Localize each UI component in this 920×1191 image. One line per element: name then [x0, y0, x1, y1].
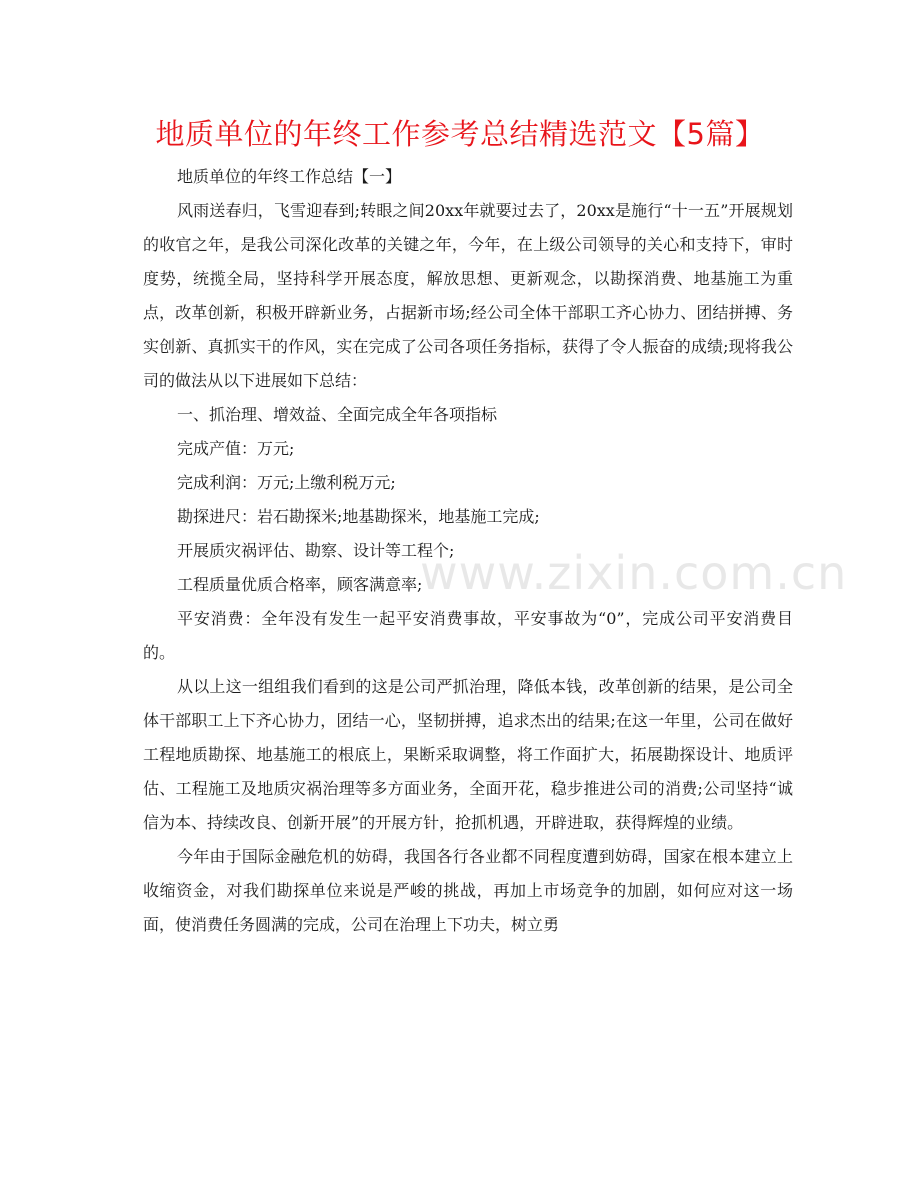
paragraph: 风雨送春归，飞雪迎春到;转眼之间20xx年就要过去了，20xx是施行“十一五”开展规划的收官之年，是我公司深化改革的关键之年，今年，在上级公司领导的关心和支持下，审时度势，统揽全局，坚持科学开展态度，解放思想、更新观念，以勘探消费、地基施工为重点，改革创新，积极开辟新业务，占据新市场;经公司全体干部职工齐心协力、团结拼搏、务实创新、真抓实干的作风，实在完成了公司各项任务指标，获得了令人振奋的成绩;现将我公司的做法从以下进展如下总结： [143, 201, 793, 390]
list-item: 开展质灾祸评估、勘察、设计等工程个; [177, 541, 455, 560]
list-item: 工程质量优质合格率，顾客满意率; [177, 575, 423, 594]
list-item: 完成产值：万元; [177, 439, 295, 458]
paragraph: 从以上这一组组我们看到的这是公司严抓治理，降低本钱，改革创新的结果，是公司全体干部职工上下齐心协力，团结一心，坚韧拼搏，追求杰出的结果;在这一年里，公司在做好工程地质勘探、地基施工的根底上，果断采取调整，将工作面扩大，拓展勘探设计、地质评估、工程施工及地质灾祸治理等多方面业务，全面开花，稳步推进公司的消费;公司坚持“诚信为本、持续改良、创新开展”的开展方针，抢抓机遇，开辟进取，获得辉煌的业绩。 [143, 677, 793, 832]
paragraph: 平安消费：全年没有发生一起平安消费事故，平安事故为“0”，完成公司平安消费目的。 [143, 609, 793, 662]
paragraph: 今年由于国际金融危机的妨碍，我国各行各业都不同程度遭到妨碍，国家在根本建立上收缩资金，对我们勘探单位来说是严峻的挑战，再加上市场竞争的加剧，如何应对这一场面，使消费任务圆满的完成，公司在治理上下功夫，树立勇 [143, 847, 793, 934]
document-title: 地质单位的年终工作参考总结精选范文【5篇】 [155, 117, 765, 151]
list-item: 完成利润：万元;上缴利税万元; [177, 473, 396, 492]
list-item: 勘探进尺：岩石勘探米;地基勘探米，地基施工完成; [177, 507, 540, 526]
section-heading: 地质单位的年终工作总结【一】 [177, 167, 402, 186]
watermark: www.zixin.com.cn [420, 546, 848, 600]
subsection-heading: 一、抓治理、增效益、全面完成全年各项指标 [177, 405, 498, 424]
